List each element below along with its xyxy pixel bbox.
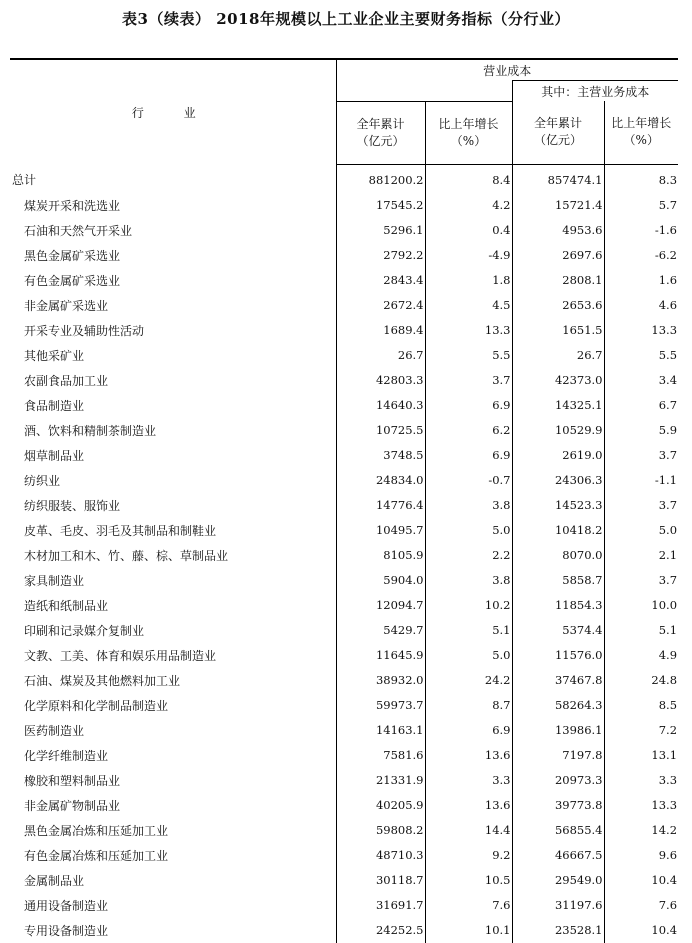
industry-name-cell: 木材加工和木、竹、藤、棕、草制品业: [24, 548, 229, 563]
main-cost-cumulative-cell: 7197.8: [512, 743, 604, 768]
main-cost-cumulative-cell: 2653.6: [512, 293, 604, 318]
main-cost-cumulative-cell: 56855.4: [512, 818, 604, 843]
main-cost-yoy-cell: 3.3: [604, 768, 678, 793]
revenue-cost-cumulative-cell: 24252.5: [336, 918, 425, 943]
main-cost-cumulative-cell: 2619.0: [512, 443, 604, 468]
industry-name-cell: 通用设备制造业: [24, 898, 109, 913]
table-row: [10, 468, 678, 493]
main-cost-yoy-cell: -6.2: [604, 243, 678, 268]
main-cost-cumulative-cell: 20973.3: [512, 768, 604, 793]
revenue-cost-yoy-cell: 4.5: [425, 293, 512, 318]
main-cost-cumulative-cell: 29549.0: [512, 868, 604, 893]
main-cost-yoy-cell: 24.8: [604, 668, 678, 693]
table-row: [10, 268, 678, 293]
table-row: [10, 918, 678, 943]
industry-name-cell: 有色金属矿采选业: [24, 273, 121, 288]
industry-name-cell: 总计: [12, 173, 37, 188]
revenue-cost-cumulative-cell: 3748.5: [336, 443, 425, 468]
industry-name-cell: 皮革、毛皮、羽毛及其制品和制鞋业: [24, 523, 217, 538]
main-cost-yoy-cell: 14.2: [604, 818, 678, 843]
main-cost-cumulative-cell: 5374.4: [512, 618, 604, 643]
table-row: [10, 193, 678, 218]
main-cost-yoy-cell: 5.5: [604, 343, 678, 368]
revenue-cost-cumulative-cell: 10495.7: [336, 518, 425, 543]
cumulative-label: 全年累计: [533, 116, 582, 131]
main-cost-yoy-cell: 7.2: [604, 718, 678, 743]
table-row: [10, 668, 678, 693]
main-cost-cumulative-cell: 13986.1: [512, 718, 604, 743]
revenue-cost-yoy-cell: -0.7: [425, 468, 512, 493]
main-cost-yoy-cell: 4.9: [604, 643, 678, 668]
main-cost-cumulative-cell: 2697.6: [512, 243, 604, 268]
main-cost-cumulative-cell: 14523.3: [512, 493, 604, 518]
revenue-cost-cumulative-cell: 12094.7: [336, 593, 425, 618]
revenue-cost-cumulative-cell: 40205.9: [336, 793, 425, 818]
main-cost-yoy-cell: 5.1: [604, 618, 678, 643]
industry-name-cell: 酒、饮料和精制茶制造业: [24, 423, 157, 438]
table-row: [10, 718, 678, 743]
main-cost-yoy-cell: 5.9: [604, 418, 678, 443]
table-row: [10, 493, 678, 518]
revenue-cost-yoy-cell: 0.4: [425, 218, 512, 243]
table-row: [10, 243, 678, 268]
main-cost-yoy-cell: 2.1: [604, 543, 678, 568]
revenue-cost-cumulative-cell: 881200.2: [336, 164, 425, 193]
revenue-cost-yoy-cell: 5.0: [425, 643, 512, 668]
revenue-cost-cumulative-cell: 14776.4: [336, 493, 425, 518]
industry-name-cell: 非金属矿采选业: [24, 298, 109, 313]
main-cost-cumulative-cell: 857474.1: [512, 164, 604, 193]
revenue-cost-yoy-cell: 10.5: [425, 868, 512, 893]
revenue-cost-yoy-cell: 6.9: [425, 443, 512, 468]
revenue-cost-yoy-cell: 14.4: [425, 818, 512, 843]
revenue-cost-yoy-cell: 6.9: [425, 393, 512, 418]
industry-name-cell: 医药制造业: [24, 723, 85, 738]
table-row: [10, 443, 678, 468]
revenue-cost-cumulative-cell: 14640.3: [336, 393, 425, 418]
main-cost-cumulative-cell: 11576.0: [512, 643, 604, 668]
main-cost-cumulative-cell: 42373.0: [512, 368, 604, 393]
main-cost-cumulative-cell: 58264.3: [512, 693, 604, 718]
industry-name-cell: 黑色金属冶炼和压延加工业: [24, 823, 169, 838]
industry-name-cell: 橡胶和塑料制品业: [24, 773, 121, 788]
table-row: [10, 793, 678, 818]
industry-name-cell: 烟草制品业: [24, 448, 85, 463]
revenue-cost-cumulative-cell: 1689.4: [336, 318, 425, 343]
main-cost-cumulative-cell: 10529.9: [512, 418, 604, 443]
main-cost-cumulative-cell: 8070.0: [512, 543, 604, 568]
revenue-cost-header: 营业成本: [336, 59, 678, 81]
revenue-cost-cumulative-cell: 10725.5: [336, 418, 425, 443]
main-cost-yoy-cell: 10.4: [604, 868, 678, 893]
main-cost-cumulative-cell: 37467.8: [512, 668, 604, 693]
main-cost-cumulative-cell: 2808.1: [512, 268, 604, 293]
industry-name-cell: 农副食品加工业: [24, 373, 109, 388]
industry-name-cell: 造纸和纸制品业: [24, 598, 109, 613]
table-row: [10, 743, 678, 768]
main-cost-yoy-cell: 4.6: [604, 293, 678, 318]
revenue-cost-yoy-cell: 7.6: [425, 893, 512, 918]
yoy-label: 比上年增长: [611, 116, 672, 131]
main-cost-yoy-cell: 9.6: [604, 843, 678, 868]
revenue-cost-cumulative-cell: 14163.1: [336, 718, 425, 743]
revenue-cost-cumulative-cell: 7581.6: [336, 743, 425, 768]
revenue-cost-yoy-cell: 3.8: [425, 568, 512, 593]
main-cost-cumulative-cell: 26.7: [512, 343, 604, 368]
unit-label: （亿元）: [356, 133, 405, 148]
table-header: [10, 59, 678, 164]
main-cost-yoy-cell: -1.6: [604, 218, 678, 243]
table-row: [10, 164, 678, 193]
table-row: [10, 843, 678, 868]
industry-name-cell: 家具制造业: [24, 573, 85, 588]
revenue-cost-yoy-cell: 10.1: [425, 918, 512, 943]
main-cost-yoy-cell: 8.3: [604, 164, 678, 193]
main-cost-cumulative-cell: 1651.5: [512, 318, 604, 343]
table-title: 表3（续表） 2018年规模以上工业企业主要财务指标（分行业）: [122, 10, 570, 28]
revenue-cost-cumulative-cell: 48710.3: [336, 843, 425, 868]
revenue-cost-yoy-cell: 1.8: [425, 268, 512, 293]
main-cost-yoy-cell: 7.6: [604, 893, 678, 918]
revenue-cost-yoy-cell: 13.6: [425, 743, 512, 768]
table-row: [10, 593, 678, 618]
revenue-cost-cumulative-cell: 42803.3: [336, 368, 425, 393]
main-cost-yoy-cell: 13.1: [604, 743, 678, 768]
industry-name-cell: 黑色金属矿采选业: [24, 248, 121, 263]
revenue-cost-yoy-cell: 8.7: [425, 693, 512, 718]
table-row: [10, 418, 678, 443]
revenue-cost-yoy-cell: 5.5: [425, 343, 512, 368]
industry-name-cell: 化学纤维制造业: [24, 748, 109, 763]
revenue-cost-yoy-cell: 24.2: [425, 668, 512, 693]
industry-name-cell: 食品制造业: [24, 398, 85, 413]
table-row: [10, 643, 678, 668]
industry-name-cell: 有色金属冶炼和压延加工业: [24, 848, 169, 863]
table-row: [10, 518, 678, 543]
main-cost-yoy-cell: 13.3: [604, 793, 678, 818]
main-cost-cumulative-cell: 11854.3: [512, 593, 604, 618]
table-body: [10, 164, 678, 943]
table-row: [10, 818, 678, 843]
revenue-cost-cumulative-cell: 11645.9: [336, 643, 425, 668]
revenue-cost-cumulative-cell: 59808.2: [336, 818, 425, 843]
table-row: [10, 543, 678, 568]
main-cost-cumulative-cell: 15721.4: [512, 193, 604, 218]
revenue-cost-cumulative-cell: 26.7: [336, 343, 425, 368]
main-cost-cumulative-cell: 39773.8: [512, 793, 604, 818]
industry-name-cell: 非金属矿物制品业: [24, 798, 121, 813]
revenue-cost-cumulative-cell: 2843.4: [336, 268, 425, 293]
main-cost-yoy-header: [604, 101, 678, 164]
table-row: [10, 318, 678, 343]
revenue-cost-cumulative-cell: 24834.0: [336, 468, 425, 493]
main-cost-yoy-cell: 6.7: [604, 393, 678, 418]
table-row: [10, 218, 678, 243]
revenue-cost-cumulative-cell: 31691.7: [336, 893, 425, 918]
main-cost-yoy-cell: 1.6: [604, 268, 678, 293]
revenue-cost-yoy-cell: 2.2: [425, 543, 512, 568]
main-business-cost-header: 其中：主营业务成本: [512, 81, 678, 102]
industry-name-cell: 专用设备制造业: [24, 923, 109, 938]
revenue-cost-cumulative-cell: 38932.0: [336, 668, 425, 693]
pct-label: （%）: [450, 133, 487, 148]
industry-name-cell: 化学原料和化学制品制造业: [24, 698, 169, 713]
industry-name-cell: 纺织业: [24, 473, 61, 488]
revenue-cost-yoy-cell: -4.9: [425, 243, 512, 268]
revenue-cost-cumulative-cell: 17545.2: [336, 193, 425, 218]
revenue-cost-yoy-cell: 6.2: [425, 418, 512, 443]
table-row: [10, 693, 678, 718]
main-cost-yoy-cell: 10.4: [604, 918, 678, 943]
pct-label: （%）: [623, 133, 659, 148]
table-row: [10, 343, 678, 368]
revenue-cost-yoy-cell: 8.4: [425, 164, 512, 193]
revenue-cost-cumulative-cell: 21331.9: [336, 768, 425, 793]
revenue-cost-cumulative-cell: 8105.9: [336, 543, 425, 568]
main-cost-yoy-cell: 3.7: [604, 568, 678, 593]
main-cost-cumulative-cell: 23528.1: [512, 918, 604, 943]
revenue-cost-yoy-cell: 3.3: [425, 768, 512, 793]
revenue-cost-cumulative-cell: 5904.0: [336, 568, 425, 593]
main-cost-yoy-cell: 8.5: [604, 693, 678, 718]
main-cost-yoy-cell: -1.1: [604, 468, 678, 493]
main-cost-cumulative-cell: 4953.6: [512, 218, 604, 243]
revenue-cost-yoy-cell: 13.3: [425, 318, 512, 343]
unit-label: （亿元）: [533, 133, 582, 148]
financial-indicators-table: [10, 58, 678, 943]
industry-name-cell: 石油和天然气开采业: [24, 223, 133, 238]
table-row: [10, 293, 678, 318]
industry-name-cell: 印刷和记录媒介复制业: [24, 623, 145, 638]
revenue-cost-yoy-cell: 10.2: [425, 593, 512, 618]
table-row: [10, 368, 678, 393]
revenue-cost-yoy-cell: 5.0: [425, 518, 512, 543]
main-cost-yoy-cell: 13.3: [604, 318, 678, 343]
main-cost-yoy-cell: 3.7: [604, 443, 678, 468]
main-cost-cumulative-cell: 24306.3: [512, 468, 604, 493]
table-row: [10, 893, 678, 918]
revenue-cost-yoy-cell: 3.7: [425, 368, 512, 393]
table-row: [10, 868, 678, 893]
cumulative-label: 全年累计: [356, 116, 405, 131]
main-cost-yoy-cell: 3.7: [604, 493, 678, 518]
revenue-cost-yoy-cell: 6.9: [425, 718, 512, 743]
main-cost-yoy-cell: 10.0: [604, 593, 678, 618]
main-cost-cumulative-cell: 46667.5: [512, 843, 604, 868]
revenue-cost-yoy-cell: 4.2: [425, 193, 512, 218]
table-row: [10, 768, 678, 793]
revenue-cost-yoy-cell: 9.2: [425, 843, 512, 868]
main-cost-cumulative-cell: 10418.2: [512, 518, 604, 543]
revenue-cost-cumulative-cell: 5429.7: [336, 618, 425, 643]
industry-name-cell: 纺织服装、服饰业: [24, 498, 121, 513]
revenue-cost-cumulative-cell: 30118.7: [336, 868, 425, 893]
revenue-cost-yoy-cell: 5.1: [425, 618, 512, 643]
revenue-cost-yoy-cell: 3.8: [425, 493, 512, 518]
table-row: [10, 618, 678, 643]
industry-name-cell: 开采专业及辅助性活动: [24, 323, 145, 338]
industry-name-cell: 文教、工美、体育和娱乐用品制造业: [24, 648, 217, 663]
main-cost-cumulative-cell: 14325.1: [512, 393, 604, 418]
industry-name-cell: 金属制品业: [24, 873, 85, 888]
main-cost-cumulative-cell: 5858.7: [512, 568, 604, 593]
revenue-cost-cumulative-cell: 59973.7: [336, 693, 425, 718]
table-row: [10, 568, 678, 593]
industry-name-cell: 其他采矿业: [24, 348, 85, 363]
revenue-cost-cumulative-cell: 5296.1: [336, 218, 425, 243]
main-cost-yoy-cell: 5.0: [604, 518, 678, 543]
main-cost-yoy-cell: 5.7: [604, 193, 678, 218]
revenue-cost-yoy-header: [425, 101, 512, 164]
table-row: [10, 393, 678, 418]
revenue-cost-yoy-cell: 13.6: [425, 793, 512, 818]
revenue-cost-cumulative-cell: 2792.2: [336, 243, 425, 268]
yoy-label: 比上年增长: [438, 116, 499, 131]
revenue-cost-cumulative-header: [336, 101, 425, 164]
revenue-cost-cumulative-cell: 2672.4: [336, 293, 425, 318]
industry-name-cell: 石油、煤炭及其他燃料加工业: [24, 673, 181, 688]
industry-header: 行 业: [10, 59, 336, 164]
main-cost-cumulative-header: [512, 101, 604, 164]
main-cost-yoy-cell: 3.4: [604, 368, 678, 393]
industry-name-cell: 煤炭开采和洗选业: [24, 198, 121, 213]
main-cost-cumulative-cell: 31197.6: [512, 893, 604, 918]
